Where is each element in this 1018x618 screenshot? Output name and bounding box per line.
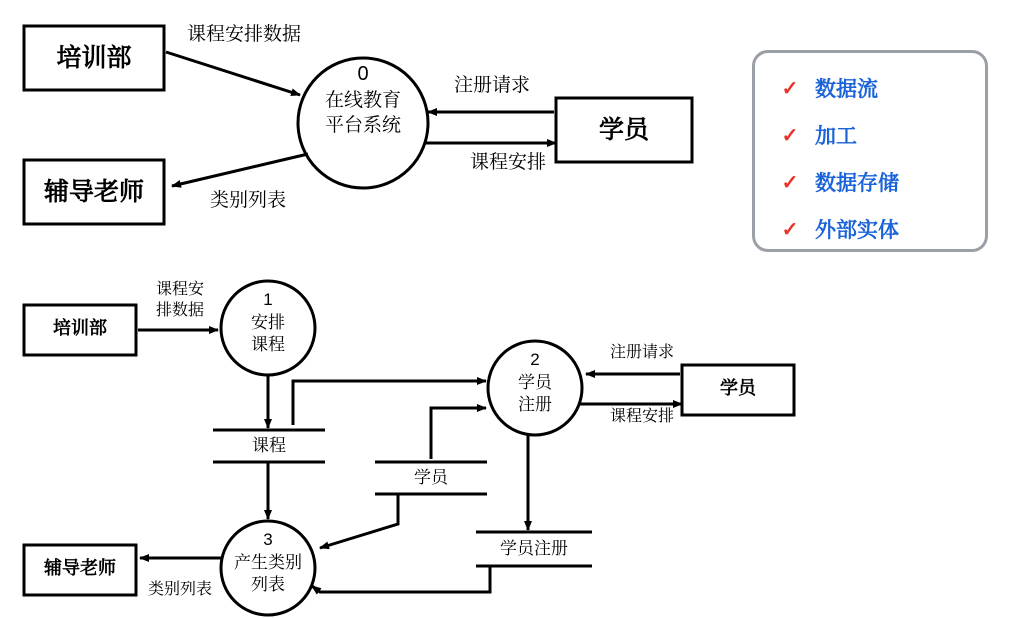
flow-register-request-l0: 注册请求	[453, 75, 530, 96]
process-2-name-line1: 学员	[518, 373, 552, 392]
entity-training-dept-l0: 培训部	[56, 44, 132, 72]
check-icon: ✓	[781, 171, 799, 194]
entity-tutor-l0: 辅导老师	[43, 178, 144, 206]
flow-course-schedule-l1: 课程安排	[609, 408, 674, 425]
process-0-name-line2: 平台系统	[324, 115, 401, 136]
flow-register-request-l1: 注册请求	[609, 344, 674, 361]
process-0-id: 0	[357, 63, 369, 85]
legend-item-data-flow	[773, 73, 878, 103]
flow-category-list-l1: 类别列表	[147, 581, 212, 598]
legend-label-data-store: 数据存储	[815, 172, 899, 195]
flow-course-schedule-data-l1-line1: 课程安	[155, 281, 204, 298]
entity-student-l1: 学员	[720, 378, 756, 398]
store-course-label: 课程	[252, 436, 286, 455]
process-2-id: 2	[530, 350, 540, 369]
legend-label-external-entity: 外部实体	[815, 219, 899, 242]
entity-tutor-l1: 辅导老师	[44, 558, 116, 578]
flow-course-schedule-data-l1-line2: 排数据	[155, 302, 204, 319]
process-1-id: 1	[263, 290, 273, 309]
check-icon: ✓	[781, 77, 799, 100]
legend-label-process: 加工	[815, 125, 857, 148]
flow-category-list-l0: 类别列表	[209, 190, 286, 211]
legend-item-process	[773, 120, 857, 150]
check-icon: ✓	[781, 124, 799, 147]
store-student-register-label: 学员注册	[500, 539, 568, 558]
flow-course-schedule-data-l0: 课程安排数据	[186, 24, 301, 45]
flow-course-schedule-l0: 课程安排	[469, 152, 546, 173]
process-3-name-line1: 产生类别	[234, 553, 302, 572]
entity-training-dept-l1: 培训部	[53, 318, 107, 338]
process-2-name-line2: 注册	[518, 395, 552, 414]
legend-label-data-flow: 数据流	[815, 78, 878, 101]
legend-panel	[752, 50, 988, 252]
process-1-name-line1: 安排	[251, 313, 285, 332]
process-1-name-line2: 课程	[251, 335, 285, 354]
process-0-name-line1: 在线教育	[324, 90, 401, 111]
legend-item-data-store	[773, 167, 899, 197]
entity-student-l0: 学员	[598, 116, 649, 144]
check-icon: ✓	[781, 218, 799, 241]
process-3-name-line2: 列表	[251, 575, 285, 594]
legend-item-external-entity	[773, 214, 899, 244]
store-student-label: 学员	[414, 468, 448, 487]
process-3-id: 3	[263, 530, 273, 549]
